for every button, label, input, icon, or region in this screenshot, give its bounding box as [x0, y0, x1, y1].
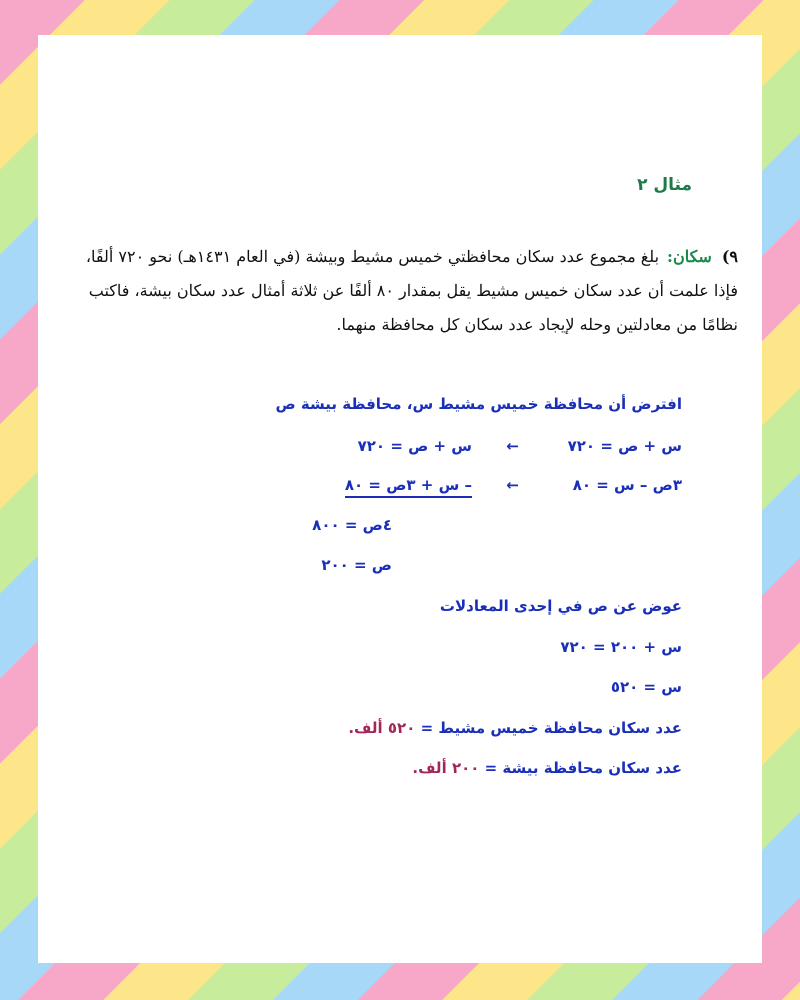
- answer-2: [412, 759, 682, 777]
- answer-2-value: ٢٠٠ ألف.: [412, 759, 480, 777]
- problem-line-1: بلغ مجموع عدد سكان محافظتي خميس مشيط وبيشة (في العام ١٤٣١هـ) نحو ٧٢٠ ألفًا،: [85, 247, 660, 266]
- equation-1-right: س + ص = ٧٢٠: [357, 437, 472, 455]
- answer-1-value: ٥٢٠ ألف.: [348, 719, 416, 737]
- sum-equation: ٤ص = ٨٠٠: [312, 516, 392, 534]
- answer-1-text: عدد سكان محافظة خميس مشيط =: [420, 719, 682, 737]
- answer-1: [348, 719, 682, 737]
- x-value: س = ٥٢٠: [610, 678, 682, 696]
- problem-line-2: فإذا علمت أن عدد سكان خميس مشيط يقل بمقدار ٨٠ ألفًا عن ثلاثة أمثال عدد سكان بيشة، فاكتب: [88, 281, 738, 300]
- equation-2-left: ٣ص – س = ٨٠: [572, 476, 682, 494]
- assumption-line: افترض أن محافظة خميس مشيط س، محافظة بيشة ص: [275, 395, 682, 413]
- substitute-instruction: عوض عن ص في إحدى المعادلات: [439, 597, 682, 615]
- page-card: [38, 35, 762, 963]
- example-title: مثال ٢: [637, 175, 692, 195]
- problem-number: ٩): [721, 247, 738, 266]
- y-value: ص = ٢٠٠: [321, 556, 392, 574]
- arrow-icon: ←: [506, 437, 519, 455]
- arrow-icon: ←: [506, 476, 519, 494]
- equation-1-left: س + ص = ٧٢٠: [567, 437, 682, 455]
- problem-label: سكان:: [667, 247, 712, 266]
- equation-2-right: – س + ٣ص = ٨٠: [345, 476, 472, 498]
- equation-2-right-wrap: [345, 476, 472, 494]
- problem-statement: [48, 240, 738, 342]
- problem-line-3: نظامًا من معادلتين وحله لإيجاد عدد سكان كل محافظة منهما.: [336, 315, 738, 334]
- answer-2-text: عدد سكان محافظة بيشة =: [484, 759, 682, 777]
- substitution-equation: س + ٢٠٠ = ٧٢٠: [560, 638, 682, 656]
